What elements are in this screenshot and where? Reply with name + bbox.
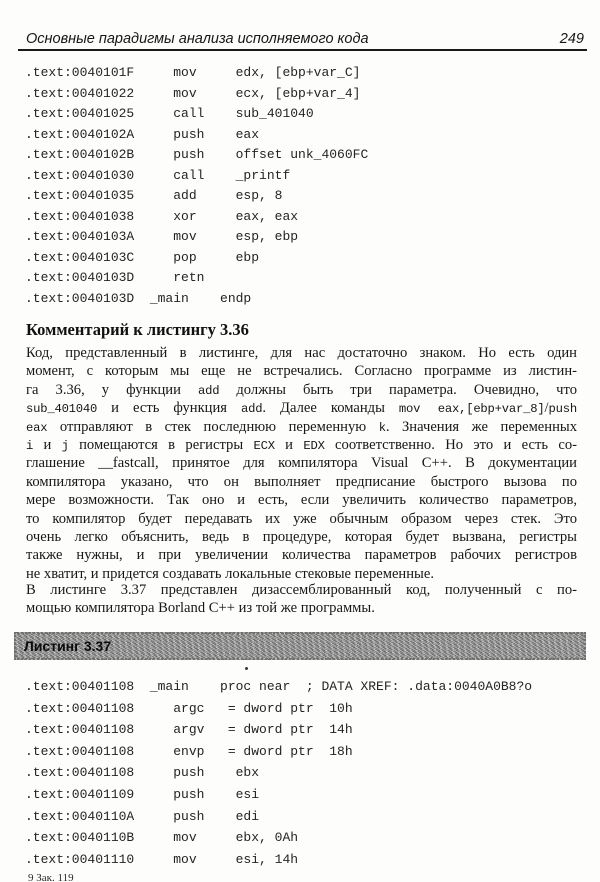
code-line: .text:0040103D _main endp: [25, 290, 252, 306]
chapter-title: Основные парадигмы анализа исполняемого кода: [26, 31, 369, 47]
listing-3-37-code: [25, 676, 590, 870]
inline-text: также нужны, и при увеличении количества параметров рабочих регистров: [26, 547, 577, 564]
inline-text: помещаются в регистры: [68, 436, 254, 453]
inline-code: ECX: [253, 438, 275, 453]
code-line: .text:00401109 push esi: [25, 786, 260, 802]
inline-text: и: [274, 436, 304, 453]
text-line: [26, 344, 577, 362]
code-line: .text:0040103A mov esp, ebp: [25, 229, 299, 244]
inline-code: j: [61, 438, 69, 453]
inline-text: . Далее команды: [262, 400, 399, 417]
listing-banner-label: Листинг 3.37: [24, 638, 112, 654]
inline-text: соответственно. Но это и есть со-: [324, 436, 577, 453]
inline-code: i: [26, 438, 34, 453]
inline-text: должны быть три параметра. Очевидно, что: [219, 381, 577, 398]
paragraph-listing-337-intro: [26, 581, 577, 618]
inline-text: компилятора указано, что он выполняет предписание быстрого вызова по: [26, 473, 577, 490]
text-line: [26, 454, 577, 472]
inline-text: и: [33, 436, 62, 453]
listing-3-37-banner: [14, 632, 586, 660]
code-line: .text:00401022 mov ecx, [ebp+var_4]: [25, 85, 361, 101]
inline-code: push: [548, 402, 577, 417]
text-line: [26, 528, 577, 546]
inline-text: В листинге 3.37 представлен дизассемблированный код, полученный с по-: [26, 582, 577, 598]
header-rule: [18, 49, 587, 51]
inline-code: add: [197, 383, 220, 398]
code-line: .text:0040102B push offset unk_4060FC: [25, 147, 369, 162]
code-line: .text:0040102A push eax: [25, 126, 260, 142]
paragraph-commentary: [26, 344, 577, 583]
code-line: .text:00401108 argc = dword ptr 10h: [25, 700, 353, 716]
code-line: .text:0040101F mov edx, [ebp+var_C]: [25, 65, 361, 80]
text-line: [26, 491, 577, 509]
inline-text: га 3.36, у функции: [26, 381, 198, 398]
text-line: [26, 581, 577, 599]
inline-code: sub_401040: [26, 402, 98, 417]
text-line: [26, 362, 577, 380]
listing-3-36-code: [25, 63, 590, 309]
inline-code: k: [378, 420, 386, 435]
page-number: 249: [559, 31, 584, 47]
inline-text: Код, представленный в листинге, для нас достаточно знаком. Но есть один: [26, 345, 577, 361]
code-line: .text:00401108 argv = dword ptr 14h: [25, 722, 353, 738]
text-line: [26, 399, 577, 417]
running-header: [26, 31, 584, 47]
text-line: [26, 599, 577, 617]
inline-text: глашение __fastcall, принятое для компилятора Visual C++. В документации: [26, 455, 577, 472]
code-line: .text:0040110B mov ebx, 0Ah: [25, 830, 299, 846]
code-line: .text:00401110 mov esi, 14h: [25, 851, 299, 867]
inline-text: момент, с которым мы еще не встречались. Согласно программе из листин-: [26, 363, 577, 380]
inline-text: очень легко объяснить, ведь в процедуре, которая будет вызвана, регистры: [26, 528, 577, 545]
inline-text: то компилятор будет передавать их уже обычным образом через стек. Это: [26, 510, 577, 527]
inline-code: EDX: [303, 438, 325, 453]
print-artifact-dot: [245, 667, 248, 670]
inline-text: мощью компилятора Borland C++ из той же программы.: [26, 600, 375, 617]
code-line: .text:00401035 add esp, 8: [25, 188, 283, 203]
text-line: [26, 510, 577, 528]
code-line: .text:00401038 xor eax, eax: [25, 208, 299, 224]
code-line: .text:0040103D retn: [25, 270, 205, 285]
text-line: [26, 473, 577, 491]
code-line: .text:00401108 push ebx: [25, 765, 260, 781]
inline-text: не хватит, и придется создавать локальные стековые переменные.: [26, 565, 434, 582]
text-line: [26, 546, 577, 564]
text-line: [26, 381, 577, 399]
code-line: .text:00401030 call _printf: [25, 167, 291, 183]
code-line: .text:00401108 envp = dword ptr 18h: [25, 743, 353, 759]
code-line: .text:00401108 _main proc near ; DATA XREF: .data:0040A0B8?o: [25, 679, 533, 694]
text-line: [26, 436, 577, 454]
inline-code: eax: [26, 420, 48, 435]
inline-text: отправляют в стек последнюю переменную: [47, 418, 379, 435]
inline-text: /: [544, 400, 549, 417]
inline-code: add: [241, 402, 263, 417]
inline-text: . Значения же переменных: [385, 418, 577, 435]
inline-code: mov eax,[ebp+var_8]: [398, 402, 545, 417]
print-imprint: 9 Зак. 119: [28, 872, 74, 882]
code-line: .text:0040103C pop ebp: [25, 249, 260, 265]
code-line: .text:0040110A push edi: [25, 808, 260, 824]
section-heading: Комментарий к листингу 3.36: [26, 320, 249, 339]
code-line: .text:00401025 call sub_401040: [25, 106, 314, 121]
inline-text: и есть функция: [97, 400, 242, 417]
inline-text: мере возможности. Так оно и есть, если увеличить количество параметров,: [26, 492, 577, 509]
text-line: [26, 418, 577, 436]
